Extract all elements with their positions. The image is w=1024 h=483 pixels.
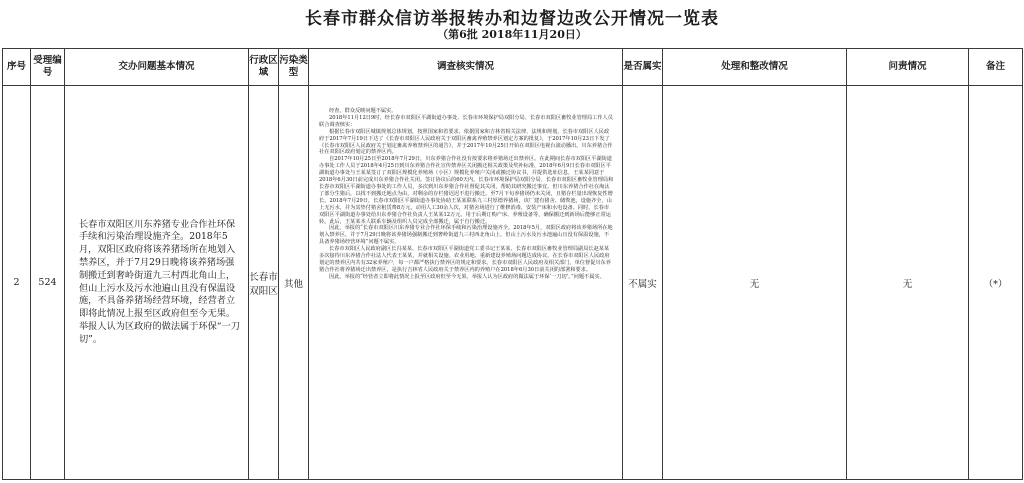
col-investigation: 调查核实情况 [309, 49, 623, 86]
col-accountability: 问责情况 [847, 49, 969, 86]
cell-pollution: 其他 [279, 86, 309, 480]
col-case-no: 受理编号 [31, 49, 65, 86]
investigation-paragraph: 长春市双阳区人民政府副区长冯某某、长春市双阳区平湖街道党工委书记王某某、长春市双阳区畜牧业管理局副局长赵某某多次接待川东养猪合作社法人代表王某某，并就相关设施、农业用地、重新建设养殖场问题达成协议。在长春市双阳区人民政府划定的禁养区内共有32家养殖户，每一户都严格执行禁养区的规定和要求。长春市双阳区人民政府及相关部门，单位督促川东养猪合作社将养猪场迁出禁养区，是执行吉林省人民政府关于禁养区内的养殖户在2018年6月30日前关闭的部署和要求。 [319, 246, 611, 273]
investigation-paragraph: 根据长春市双阳区城镇规划总体规划，按照国家和省要求，依据国家和吉林省相关法律、法规和规划，长春市双阳区人民政府于2017年7月19日下达了《长春市双阳区人民政府关于双阳区畜禽养殖禁养区划定方案的批复》，于2017年10月23日下发了《长春市双阳区人民政府关于划定畜禽养殖禁养区的通告》，并于2017年10月25日开始在双阳区电视台滚动播出。川东养猪合作社在双阳区政府划定的禁养区内。 [319, 128, 613, 156]
table-row [3, 86, 1023, 480]
col-remark: 备注 [969, 49, 1023, 86]
investigation-paragraph: 因此，举报的“经营者立即将此情况上报至区政府但至今无果。举报人认为区政府的做法属于环保‘一刀切’。”问题不属实。 [329, 273, 605, 280]
col-region: 行政区域 [249, 49, 279, 86]
page-title: 长春市群众信访举报转办和边督边改公开情况一览表 [305, 9, 719, 29]
cell-region: 长春市双阳区 [249, 86, 279, 480]
cell-case-no: 524 [31, 86, 65, 480]
cell-problem: 长春市双阳区川东养猪专业合作社环保手续和污染治理设施齐全。2018年5月，双阳区政府将该养猪场所在地划入禁养区，并于7月29日晚将该养猪场强制搬迁到奢岭街道九三村西北角山上，但山上污水及污水池遍山且没有保温设施，不具备养猪场经营环境，经营者立即将此情况上报至区政府但至今无果。举报人认为区政府的做法属于环保“一刀切”。 [65, 86, 249, 480]
cell-handling: 无 [663, 86, 847, 480]
batch-subtitle: （第6批 2018年11月20日） [437, 28, 587, 41]
investigation-paragraph: 自2017年10月25日至2018年7月29日，川东养猪合作社没有按要求将养猪场迁出禁养区。在此期间长春市双阳区平湖街道办事处工作人员于2018年4月25日到川东养猪合作社宣传禁养区关闭搬迁相关政策及奖补标准，2018年6月9日长春市双阳区平湖街道办事处与王某某签订了双阳区规模化养殖场（小区）规模化养殖户关闭或搬迁协议书，并提供选址信息，王某某同意于2018年6月30日前完成川东养猪合作社关闭。签订协议后的60天内，长春市环境保护局双阳分局、长春市双阳区畜牧业管理局和长春市双阳区平湖街道办事处的工作人员，多次到川东养猪合作社督促其关闭，帮助其研究搬迁事宜。但川东养猪合作社在淘汰了部分生猪后，以找不到搬迁地点为由，对剩余的存栏猪迟迟不进行搬迁。至7月下旬养猪场仍未关闭，且猪存栏量出现恢复性增长。2018年7月29日，长春市双阳区平湖街道办事处协助王某某联系九三村厚德养猪场，该厂建有猪舍、储粪池，设施齐全，山上无污水，并为其垫付猪舍租赁费8万元，动用人工30余人次，对猪舍场进行了维修消毒，安装产床和水电设备。同时，长春市双阳区平湖街道办事处给川东养猪合作社负责人王某某12万元，用于后期订购产床、养殖设备等，确保搬迁到新场后能够正常运转。此后，王某某本人联系车辆及组织人员完成全部搬迁，属于自行搬迁。 [319, 156, 614, 225]
cell-investigation [309, 86, 623, 480]
col-handling: 处理和整改情况 [663, 49, 847, 86]
cell-remark: （*） [969, 86, 1023, 480]
col-problem: 交办问题基本情况 [65, 49, 249, 86]
col-pollution: 污染类型 [279, 49, 309, 86]
investigation-paragraph: 2018年11月12日9时，经长春市双阳区平湖街道办事处、长春市环境保护局双阳分局、长春市双阳区畜牧业管理局工作人员联合调查核实： [319, 114, 613, 128]
investigation-paragraph: 经查，群众反映问题不属实。 [329, 108, 397, 114]
cell-accountability: 无 [847, 86, 969, 480]
col-is-true: 是否属实 [623, 49, 663, 86]
cell-seq: 2 [3, 86, 31, 480]
cell-is-true: 不属实 [623, 86, 663, 480]
table-header-row [3, 49, 1023, 86]
investigation-paragraph: 因此，举报的“长春市双阳区川东养猪专业合作社环保手续和污染治理设施齐全。2018年5月，双阳区政府将该养猪场所在地划入禁养区，并于7月29日晚将该养猪场强制搬迁到奢岭街道九三村西北角山上，但山上污水及污水池遍山且没有保温设施，不具备养猪场经营环境”问题不属实。 [319, 225, 613, 246]
petition-table [2, 48, 1023, 480]
col-seq: 序号 [3, 49, 31, 86]
